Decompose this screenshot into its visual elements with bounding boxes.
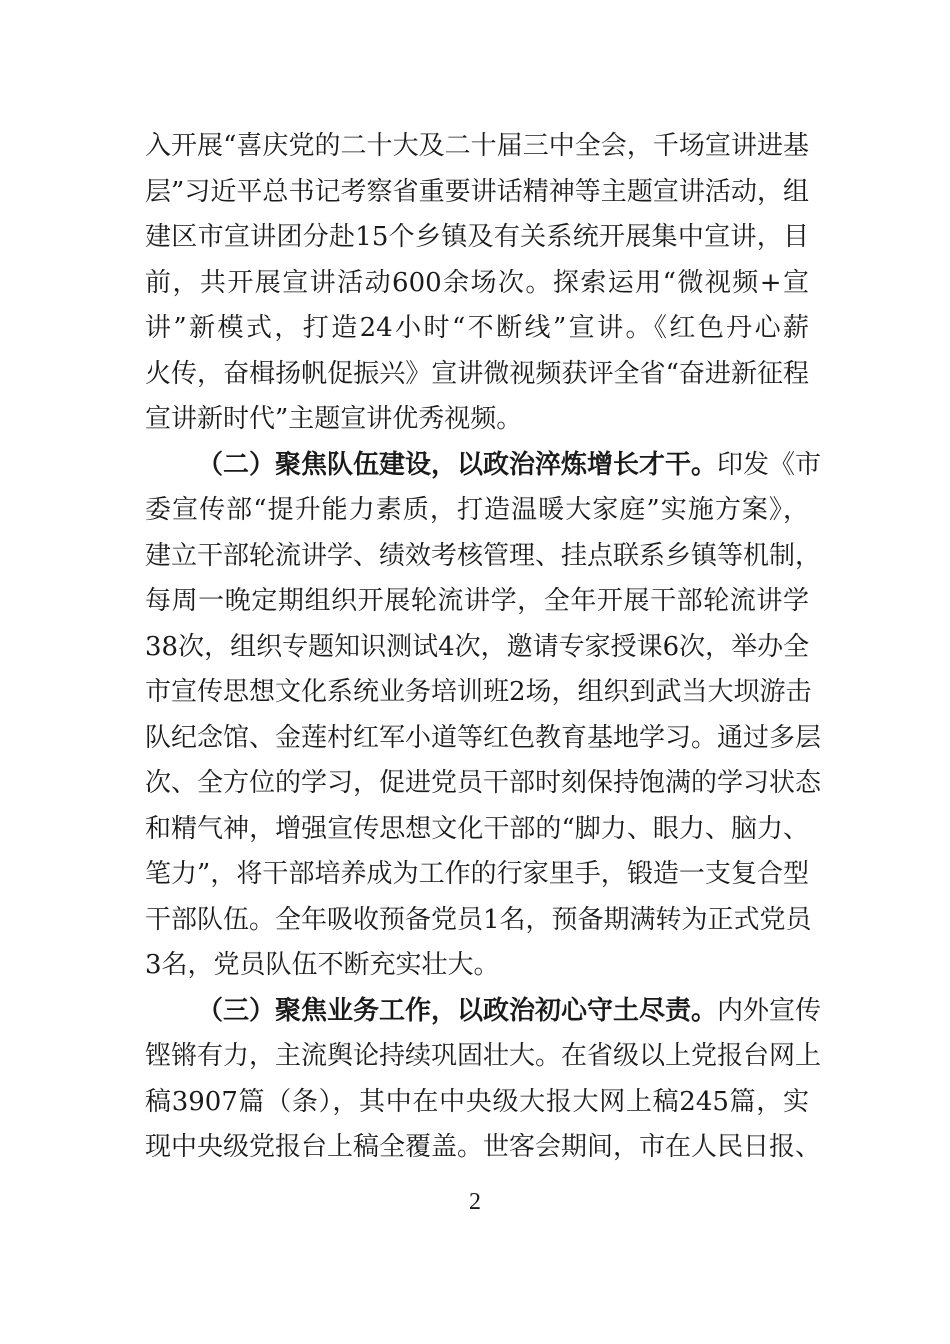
- text-line: 建立干部轮流讲学、绩效考核管理、挂点联系乡镇等机制，: [145, 540, 822, 571]
- text-line: 前，共开展宣讲活动600余场次。探索运用“微视频+宣: [145, 267, 809, 298]
- text-line: 次、全方位的学习，促进党员干部时刻保持饱满的学习状态: [145, 768, 822, 798]
- text-line: 讲”新模式，打造24小时“不断线”宣讲。《红色丹心薪: [145, 313, 809, 343]
- page-number: 2: [469, 1189, 481, 1215]
- text-line: 火传，奋楫扬帆促振兴》宣讲微视频获评全省“奋进新征程: [145, 358, 809, 389]
- paragraph-1: [145, 124, 809, 443]
- text-run: 印发《市: [717, 449, 822, 480]
- paragraph-first-line: [145, 443, 822, 489]
- text-line: 稿3907篇（条），其中在中央级大报大网上稿245篇，实: [145, 1086, 809, 1117]
- text-line: 每周一晚定期组织开展轮流讲学，全年开展干部轮流讲学: [145, 586, 809, 616]
- text-line: 现中央级党报台上稿全覆盖。世客会期间，市在人民日报、: [145, 1132, 822, 1162]
- paragraph-2: [145, 443, 822, 989]
- text-line: 笔力”，将干部培养成为工作的行家里手，锻造一支复合型: [145, 859, 809, 889]
- paragraph-first-line: [145, 989, 822, 1035]
- text-line: 和精气神，增强宣传思想文化干部的“脚力、眼力、脑力、: [145, 813, 809, 844]
- text-line: 3名，党员队伍不断充实壮大。: [145, 950, 500, 980]
- text-line: 层”习近平总书记考察省重要讲话精神等主题宣讲活动，组: [145, 176, 809, 207]
- text-line: 入开展“喜庆党的二十大及二十届三中全会，千场宣讲进基: [145, 131, 809, 161]
- section-heading: （三）聚焦业务工作，以政治初心守土尽责。: [197, 995, 718, 1026]
- paragraph-3: [145, 989, 822, 1171]
- text-line: 铿锵有力，主流舆论持续巩固壮大。在省级以上党报台网上: [145, 1041, 822, 1071]
- text-line: 38次，组织专题知识测试4次，邀请专家授课6次，举办全: [145, 631, 810, 662]
- section-heading: （二）聚焦队伍建设，以政治淬炼增长才干。: [197, 449, 718, 480]
- text-line: 建区市宣讲团分赴15个乡镇及有关系统开展集中宣讲，目: [145, 222, 809, 252]
- document-body: [145, 124, 822, 1171]
- text-line: 队纪念馆、金莲村红军小道等红色教育基地学习。通过多层: [145, 722, 822, 753]
- text-run: 内外宣传: [717, 995, 822, 1026]
- text-line: 委宣传部“提升能力素质，打造温暖大家庭”实施方案》，: [145, 495, 809, 525]
- text-line: 市宣传思想文化系统业务培训班2场，组织到武当大坝游击: [145, 677, 812, 707]
- text-line: 宣讲新时代”主题宣讲优秀视频。: [145, 404, 523, 434]
- text-line: 干部队伍。全年吸收预备党员1名，预备期满转为正式党员: [145, 904, 812, 935]
